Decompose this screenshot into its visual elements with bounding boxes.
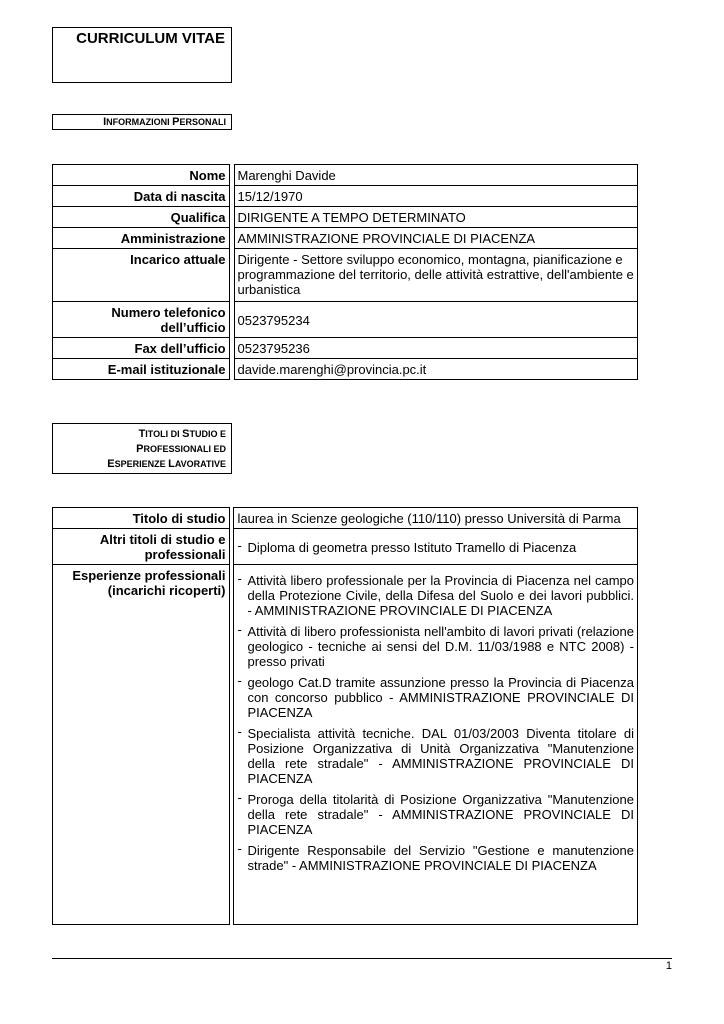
dash-bullet: - [237,673,242,688]
list-item [237,624,634,669]
row-label: Nome [52,164,230,186]
dash-bullet: - [237,724,242,739]
row-label: Qualifica [52,207,230,228]
title-box [52,27,232,83]
personal-info-table [52,164,638,380]
section-line: TITOLI DI STUDIO E [138,428,226,440]
other-titles-list [237,537,634,555]
dash-bullet: - [237,537,242,553]
table-row [52,302,638,338]
row-label: Titolo di studio [52,507,230,529]
row-label: Amministrazione [52,228,230,249]
row-value: laurea in Scienze geologiche (110/110) presso Università di Parma [233,507,638,529]
list-item-text: geologo Cat.D tramite assunzione presso la Provincia di Piacenza con concorso pubblico - AMMINISTRAZIONE PROVINCIALE DI PIACENZA [247,675,634,720]
row-label: E-mail istituzionale [52,359,230,380]
table-row [52,207,638,228]
row-label: Numero telefonico dell’ufficio [52,302,230,338]
table-row [52,529,638,565]
section-text: ERSONALI [179,117,226,127]
row-label: Incarico attuale [52,249,230,302]
list-item [237,573,634,618]
table-row [52,507,638,529]
section-line: PROFESSIONALI ED [136,443,226,455]
footer-divider [52,958,672,959]
list-item-text: Attività libero professionale per la Provincia di Piacenza nel campo della Protezione Civile, della Difesa del Suolo e dei lavori pubblici. - AMMINISTRAZIONE PROVINCIALE DI PIACENZA [247,573,634,618]
table-row [52,565,638,925]
section-header-personal [52,114,232,130]
list-item [237,792,634,837]
table-row [52,249,638,302]
row-value: Dirigente - Settore sviluppo economico, montagna, pianificazione e programmazione del territorio, delle attività estrattive, dell'ambiente e urbanistica [234,249,639,302]
row-value [233,529,638,565]
list-item [237,675,634,720]
list-item-text: Dirigente Responsabile del Servizio "Gestione e manutenzione strade" - AMMINISTRAZIONE PROVINCIALE DI PIACENZA [247,843,634,873]
section-text: NFORMAZIONI [106,117,173,127]
row-value: AMMINISTRAZIONE PROVINCIALE DI PIACENZA [234,228,639,249]
list-item [237,843,634,873]
row-value: DIRIGENTE A TEMPO DETERMINATO [234,207,639,228]
dash-bullet: - [237,622,242,637]
section-letter: P [172,116,180,128]
list-item-text: Diploma di geometra presso Istituto Tramello di Piacenza [247,539,577,555]
row-value: 15/12/1970 [234,186,639,207]
document-title: CURRICULUM VITAE [76,30,225,47]
list-item-text: Specialista attività tecniche. DAL 01/03/2003 Diventa titolare di Posizione Organizzativa di Unità Organizzativa "Manutenzione della rete stradale" - AMMINISTRAZIONE PROVINCIALE DI PIACENZA [247,726,634,786]
section-letter: I [103,116,107,128]
table-row [52,164,638,186]
table-row [52,359,638,380]
row-label: Data di nascita [52,186,230,207]
row-label: Fax dell’ufficio [52,338,230,359]
row-value: Marenghi Davide [234,164,639,186]
row-value: 0523795236 [234,338,639,359]
table-row [52,338,638,359]
list-item [237,537,634,555]
row-value: 0523795234 [234,302,639,338]
table-row [52,228,638,249]
row-value [233,565,638,925]
section-header-titles [52,423,232,474]
dash-bullet: - [237,841,242,856]
row-value: davide.marenghi@provincia.pc.it [234,359,639,380]
section-line: ESPERIENZE LAVORATIVE [107,458,226,470]
experience-list [237,573,634,873]
row-label: Esperienze professionali (incarichi ricoperti) [52,565,230,925]
list-item-text: Attività di libero professionista nell'ambito di lavori privati (relazione geologico - tecniche ai sensi del D.M. 11/03/1988 e NTC 2008) - presso privati [247,624,634,669]
dash-bullet: - [237,790,242,805]
studies-table [52,507,638,925]
row-label: Altri titoli di studio e professionali [52,529,230,565]
table-row [52,186,638,207]
list-item-text: Proroga della titolarità di Posizione Organizzativa "Manutenzione della rete stradale" - AMMINISTRAZIONE PROVINCIALE DI PIACENZA [247,792,634,837]
page-number: 1 [665,960,672,972]
dash-bullet: - [237,571,242,586]
list-item [237,726,634,786]
